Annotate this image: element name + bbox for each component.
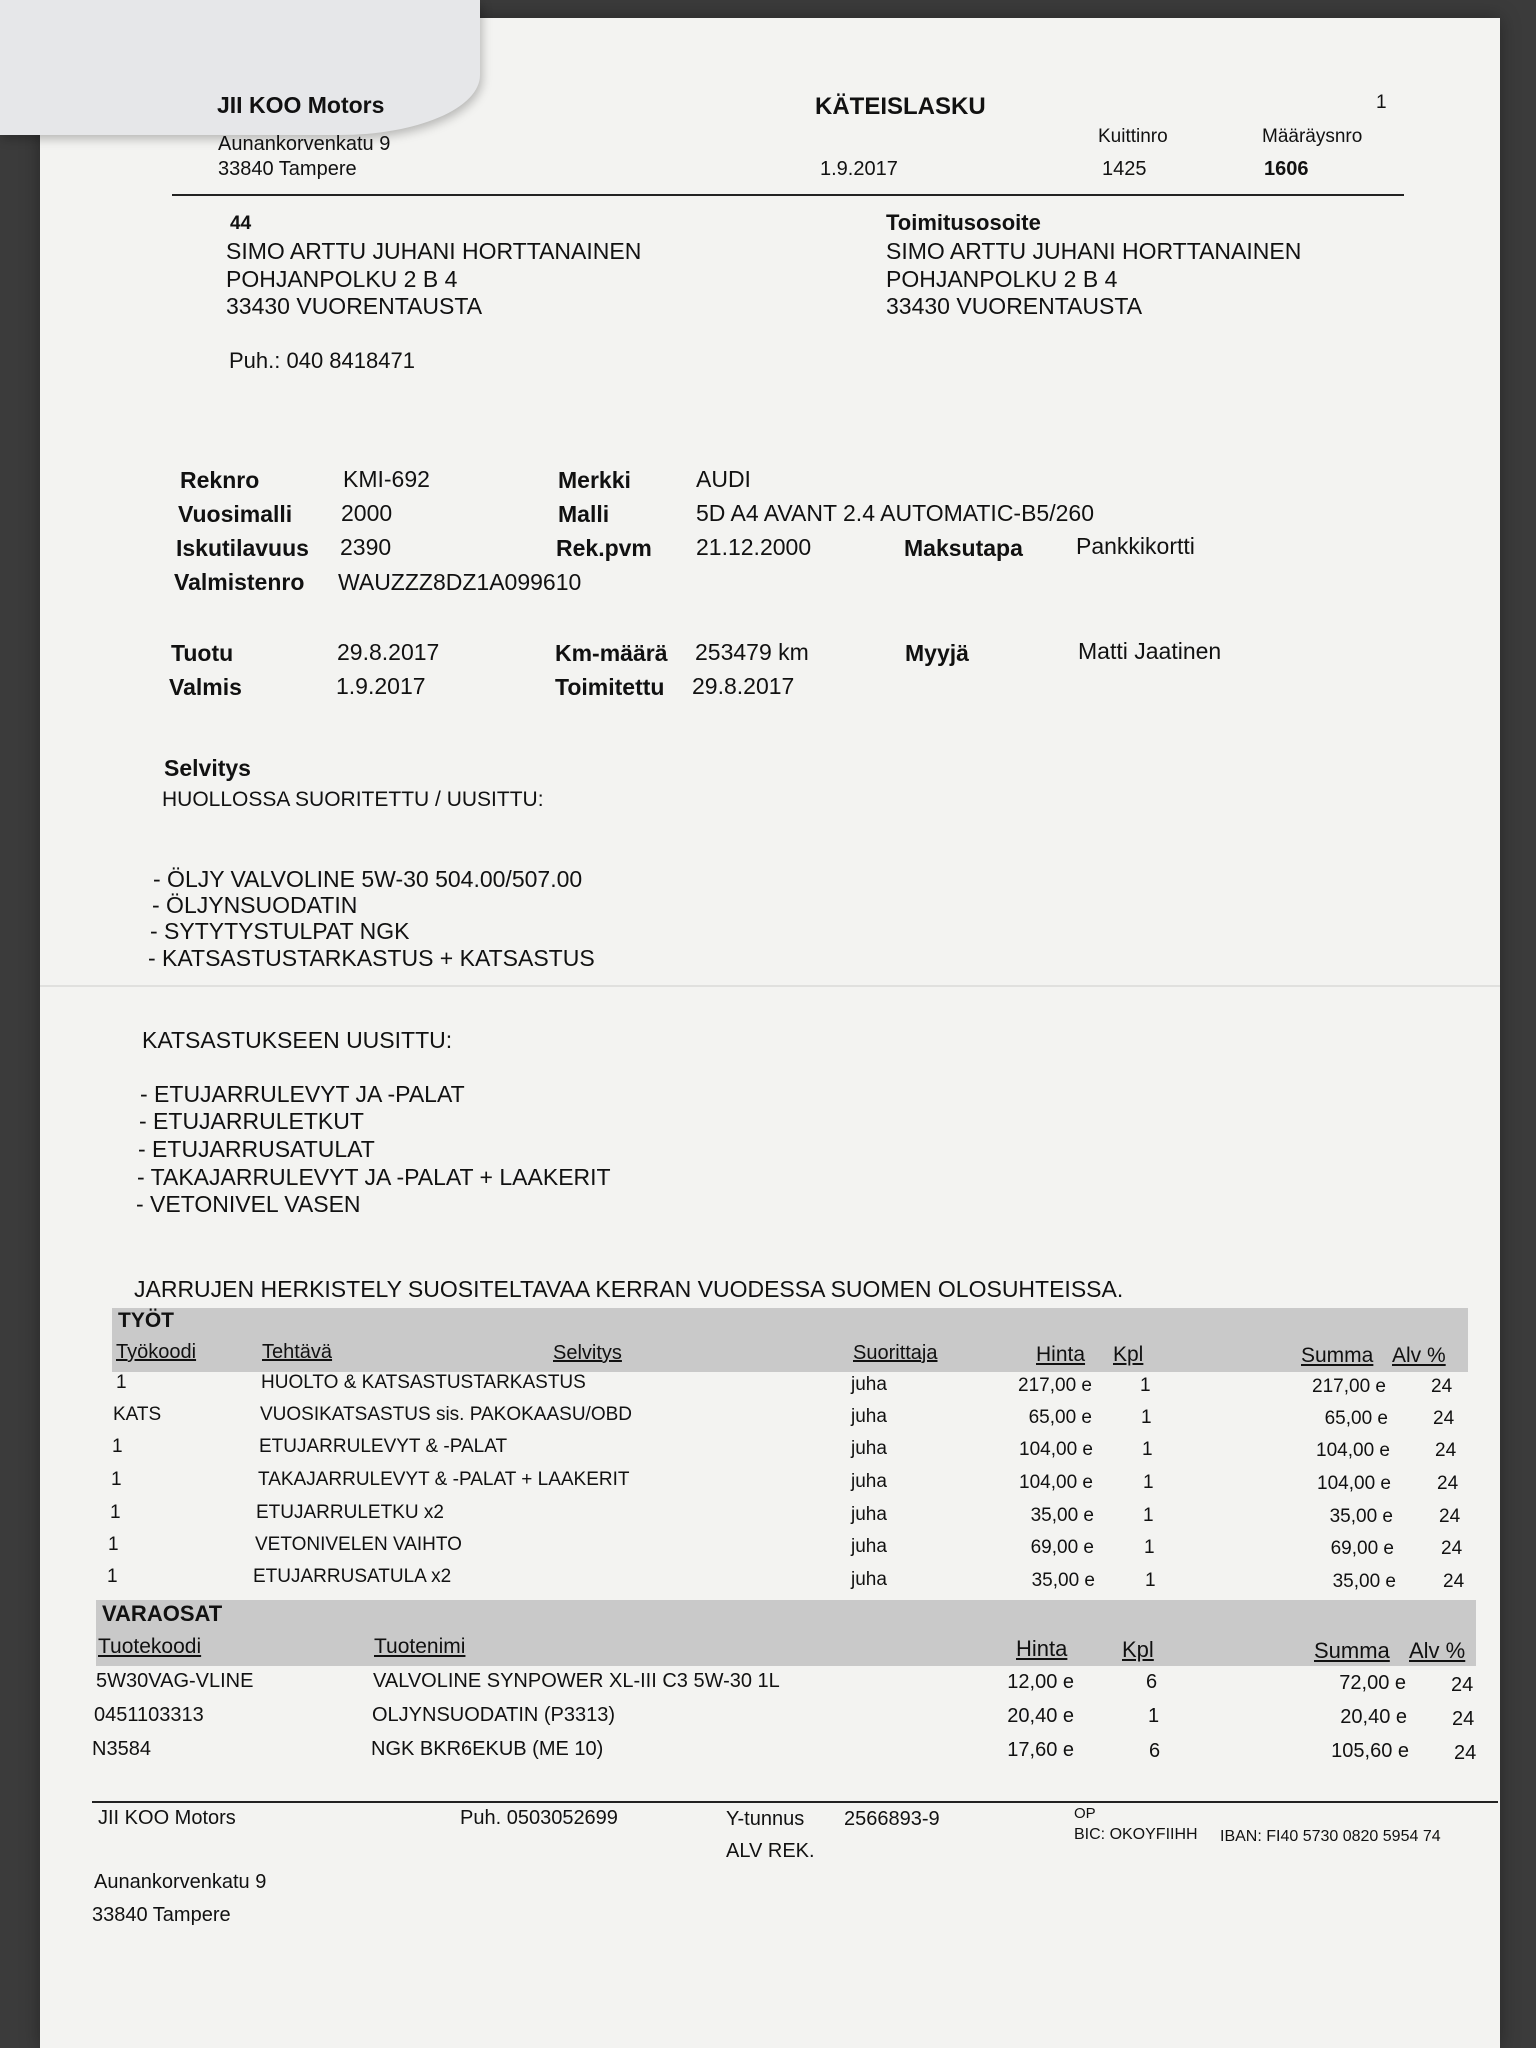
- work-header-price: Hinta: [1036, 1343, 1086, 1366]
- footer-rule: [92, 1801, 1498, 1803]
- parts-header-code: Tuotekoodi: [98, 1635, 202, 1658]
- alv-registered: ALV REK.: [726, 1840, 815, 1862]
- work-code: 1: [107, 1566, 118, 1587]
- rekpvm-value: 21.12.2000: [696, 534, 812, 560]
- work-qty: 1: [1145, 1570, 1156, 1591]
- tuotu-label: Tuotu: [171, 640, 234, 666]
- part-code: 0451103313: [94, 1704, 204, 1726]
- delivery-street: POHJANPOLKU 2 B 4: [886, 266, 1118, 292]
- work-sum: 65,00 e: [1324, 1408, 1388, 1429]
- part-qty: 6: [1146, 1671, 1158, 1693]
- parts-header-vat: Alv %: [1409, 1638, 1466, 1663]
- malli-label: Malli: [558, 501, 610, 527]
- valmistenro-value: WAUZZZ8DZ1A099610: [338, 569, 582, 595]
- work-header-sum: Summa: [1301, 1344, 1374, 1367]
- work-price: 217,00 e: [1018, 1375, 1092, 1396]
- work-task: VUOSIKATSASTUS sis. PAKOKAASU/OBD: [260, 1404, 632, 1425]
- part-vat: 24: [1451, 1674, 1474, 1696]
- work-price: 104,00 e: [1019, 1439, 1093, 1460]
- description-line: - TAKAJARRULEVYT JA -PALAT + LAAKERIT: [137, 1164, 611, 1190]
- work-price: 35,00 e: [1031, 1570, 1095, 1591]
- part-price: 12,00 e: [1007, 1671, 1074, 1693]
- work-code: 1: [111, 1469, 122, 1490]
- work-header-qty: Kpl: [1113, 1343, 1144, 1366]
- iskutilavuus-value: 2390: [340, 534, 392, 560]
- merkki-label: Merkki: [558, 467, 631, 493]
- iskutilavuus-label: Iskutilavuus: [176, 535, 309, 561]
- maksutapa-value: Pankkikortti: [1076, 533, 1195, 559]
- company-city: 33840 Tampere: [218, 158, 357, 180]
- work-vat: 24: [1433, 1408, 1455, 1429]
- maksutapa-label: Maksutapa: [904, 535, 1023, 561]
- customer-street: POHJANPOLKU 2 B 4: [226, 266, 458, 292]
- customer-name: SIMO ARTTU JUHANI HORTTANAINEN: [226, 238, 642, 264]
- work-price: 65,00 e: [1028, 1407, 1092, 1428]
- part-qty: 1: [1148, 1705, 1160, 1727]
- order-number: 1606: [1264, 158, 1309, 180]
- work-price: 69,00 e: [1030, 1537, 1094, 1558]
- page-number: 1: [1376, 92, 1387, 113]
- work-sum: 35,00 e: [1332, 1571, 1396, 1592]
- part-name: VALVOLINE SYNPOWER XL-III C3 5W-30 1L: [373, 1670, 780, 1692]
- parts-header-qty: Kpl: [1122, 1637, 1154, 1662]
- description-line: - SYTYTYSTULPAT NGK: [150, 918, 410, 944]
- delivery-label: Toimitusosoite: [886, 210, 1041, 235]
- km-label: Km-määrä: [555, 640, 668, 666]
- document-title: KÄTEISLASKU: [815, 93, 986, 120]
- work-sum: 104,00 e: [1316, 1440, 1390, 1461]
- valmis-value: 1.9.2017: [336, 673, 426, 699]
- work-qty: 1: [1142, 1439, 1153, 1460]
- work-header-task: Tehtävä: [262, 1341, 333, 1363]
- reknro-value: KMI-692: [343, 466, 430, 492]
- description-line: - ÖLJY VALVOLINE 5W-30 504.00/507.00: [153, 866, 583, 892]
- parts-header-name: Tuotenimi: [374, 1635, 466, 1658]
- work-qty: 1: [1143, 1472, 1154, 1493]
- work-by: juha: [851, 1504, 887, 1525]
- customer-city: 33430 VUORENTAUSTA: [226, 293, 483, 319]
- bic-code: BIC: OKOYFIIHH: [1074, 1826, 1198, 1843]
- paper-fold: [40, 985, 1500, 987]
- bank-name: OP: [1074, 1805, 1096, 1822]
- part-price: 17,60 e: [1007, 1739, 1074, 1761]
- part-vat: 24: [1452, 1708, 1475, 1730]
- work-qty: 1: [1141, 1407, 1152, 1428]
- work-header-by: Suorittaja: [853, 1342, 938, 1364]
- work-qty: 1: [1140, 1375, 1151, 1396]
- work-section-title: TYÖT: [118, 1309, 174, 1332]
- work-header-vat: Alv %: [1392, 1344, 1446, 1367]
- description-line: - ÖLJYNSUODATIN: [152, 892, 358, 918]
- customer-id: 44: [230, 213, 252, 234]
- parts-header-price: Hinta: [1016, 1636, 1068, 1661]
- work-task: VETONIVELEN VAIHTO: [255, 1534, 462, 1555]
- order-label: Määräysnro: [1262, 126, 1363, 147]
- toimitettu-value: 29.8.2017: [692, 673, 795, 699]
- valmis-label: Valmis: [169, 674, 242, 700]
- part-name: OLJYNSUODATIN (P3313): [372, 1704, 616, 1726]
- iban-code: IBAN: FI40 5730 0820 5954 74: [1220, 1828, 1441, 1845]
- customer-phone: Puh.: 040 8418471: [229, 348, 415, 373]
- malli-value: 5D A4 AVANT 2.4 AUTOMATIC-B5/260: [696, 500, 1094, 526]
- parts-header-band: [96, 1600, 1476, 1666]
- reknro-label: Reknro: [180, 467, 260, 493]
- footer-phone: Puh. 0503052699: [460, 1807, 618, 1829]
- work-code: 1: [112, 1436, 123, 1457]
- part-vat: 24: [1454, 1742, 1477, 1764]
- work-sum: 69,00 e: [1330, 1538, 1394, 1559]
- work-code: 1: [110, 1502, 121, 1523]
- description-line: - VETONIVEL VASEN: [136, 1191, 361, 1217]
- vuosimalli-value: 2000: [341, 500, 393, 526]
- description-subheading: HUOLLOSSA SUORITETTU / UUSITTU:: [162, 788, 544, 811]
- company-street: Aunankorvenkatu 9: [218, 133, 391, 155]
- footer-street: Aunankorvenkatu 9: [94, 1871, 267, 1893]
- myyja-label: Myyjä: [905, 640, 969, 666]
- valmistenro-label: Valmistenro: [174, 569, 305, 595]
- description-subheading-2: KATSASTUKSEEN UUSITTU:: [142, 1027, 453, 1053]
- receipt-label: Kuittinro: [1098, 126, 1168, 147]
- work-header-code: Työkoodi: [116, 1341, 197, 1363]
- invoice-date: 1.9.2017: [820, 158, 898, 180]
- work-vat: 24: [1443, 1571, 1465, 1592]
- work-vat: 24: [1431, 1376, 1453, 1397]
- part-sum: 72,00 e: [1339, 1672, 1406, 1694]
- work-task: TAKAJARRULEVYT & -PALAT + LAAKERIT: [258, 1469, 630, 1490]
- description-line: - KATSASTUSTARKASTUS + KATSASTUS: [148, 945, 595, 971]
- work-vat: 24: [1439, 1506, 1461, 1527]
- work-price: 35,00 e: [1030, 1505, 1094, 1526]
- part-name: NGK BKR6EKUB (ME 10): [371, 1738, 604, 1760]
- vuosimalli-label: Vuosimalli: [178, 501, 293, 527]
- work-sum: 35,00 e: [1329, 1506, 1393, 1527]
- part-sum: 20,40 e: [1340, 1706, 1407, 1728]
- work-header-desc: Selvitys: [553, 1342, 622, 1364]
- merkki-value: AUDI: [696, 466, 751, 492]
- work-by: juha: [851, 1374, 887, 1395]
- work-qty: 1: [1144, 1537, 1155, 1558]
- myyja-value: Matti Jaatinen: [1078, 638, 1222, 664]
- work-by: juha: [851, 1471, 887, 1492]
- work-by: juha: [851, 1569, 887, 1590]
- description-line: - ETUJARRULEVYT JA -PALAT: [140, 1081, 465, 1107]
- company-name: JII KOO Motors: [217, 92, 385, 118]
- tuotu-value: 29.8.2017: [337, 639, 440, 665]
- work-vat: 24: [1435, 1440, 1457, 1461]
- work-task: ETUJARRUSATULA x2: [253, 1566, 452, 1587]
- part-qty: 6: [1149, 1740, 1161, 1762]
- work-by: juha: [851, 1438, 887, 1459]
- work-price: 104,00 e: [1019, 1472, 1093, 1493]
- work-vat: 24: [1437, 1473, 1459, 1494]
- ytunnus-value: 2566893-9: [844, 1808, 940, 1830]
- work-code: 1: [108, 1534, 119, 1555]
- description-heading: Selvitys: [164, 755, 251, 781]
- work-vat: 24: [1441, 1538, 1463, 1559]
- work-task: HUOLTO & KATSASTUSTARKASTUS: [261, 1372, 586, 1393]
- work-qty: 1: [1143, 1505, 1154, 1526]
- km-value: 253479 km: [695, 639, 809, 665]
- parts-header-sum: Summa: [1314, 1638, 1390, 1663]
- work-sum: 217,00 e: [1312, 1376, 1386, 1397]
- footer-city: 33840 Tampere: [92, 1904, 231, 1926]
- part-sum: 105,60 e: [1331, 1740, 1409, 1762]
- delivery-name: SIMO ARTTU JUHANI HORTTANAINEN: [886, 238, 1302, 264]
- work-task: ETUJARRULEVYT & -PALAT: [259, 1436, 508, 1457]
- work-sum: 104,00 e: [1317, 1473, 1391, 1494]
- description-line: - ETUJARRULETKUT: [139, 1108, 364, 1134]
- delivery-city: 33430 VUORENTAUSTA: [886, 293, 1143, 319]
- description-line: - ETUJARRUSATULAT: [138, 1136, 375, 1162]
- work-task: ETUJARRULETKU x2: [256, 1502, 444, 1523]
- work-by: juha: [851, 1406, 887, 1427]
- receipt-number: 1425: [1102, 158, 1147, 180]
- ytunnus-label: Y-tunnus: [726, 1808, 805, 1830]
- recommendation-note: JARRUJEN HERKISTELY SUOSITELTAVAA KERRAN VUODESSA SUOMEN OLOSUHTEISSA.: [134, 1276, 1124, 1302]
- parts-section-title: VARAOSAT: [102, 1601, 223, 1626]
- toimitettu-label: Toimitettu: [555, 674, 665, 700]
- header-rule: [172, 194, 1404, 196]
- part-code: N3584: [92, 1738, 151, 1760]
- work-code: KATS: [113, 1404, 162, 1425]
- rekpvm-label: Rek.pvm: [556, 535, 652, 561]
- part-code: 5W30VAG-VLINE: [96, 1670, 254, 1692]
- part-price: 20,40 e: [1007, 1705, 1074, 1727]
- work-by: juha: [851, 1536, 887, 1557]
- work-code: 1: [116, 1372, 127, 1393]
- footer-company: JII KOO Motors: [98, 1807, 236, 1829]
